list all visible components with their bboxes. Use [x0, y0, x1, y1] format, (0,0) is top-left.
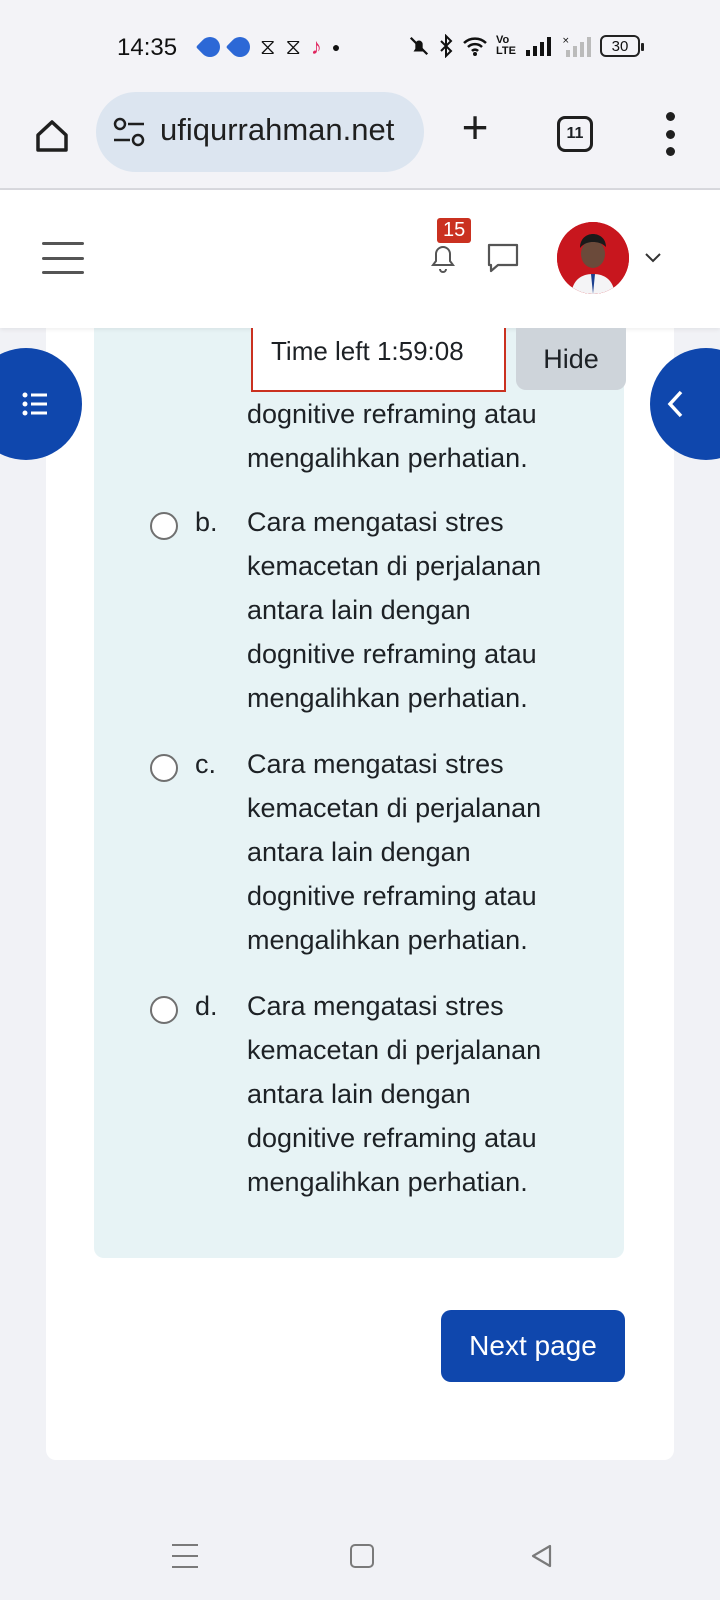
battery-level: 30 [611, 37, 629, 55]
option-a-text-line: dognitive reframing atau [247, 399, 537, 429]
nav-menu-button[interactable] [42, 242, 84, 274]
quiz-timer [251, 328, 506, 392]
new-tab-button[interactable]: + [461, 101, 489, 153]
time-left-text: Time left 1:59:08 [271, 336, 464, 366]
option-text: Cara mengatasi stres kemacetan di perjalanan antara lain dengan dognitive reframing atau mengalihkan perhatian. [247, 991, 542, 1197]
avatar-image [557, 222, 629, 294]
signal-icon [526, 36, 554, 56]
recent-apps-button[interactable] [172, 1544, 198, 1568]
mute-icon [408, 35, 430, 57]
user-avatar[interactable] [557, 222, 629, 294]
radio-button[interactable] [150, 512, 178, 540]
notification-count-badge: 15 [437, 218, 471, 243]
hide-timer-button[interactable]: Hide [516, 328, 626, 390]
app-notification-icon [196, 33, 224, 61]
system-icons [408, 34, 640, 58]
home-icon [32, 116, 72, 156]
system-nav-bar [0, 1500, 720, 1600]
capcut-icon: ⧖ [260, 34, 276, 59]
notification-bell-icon[interactable] [428, 240, 458, 274]
option-letter: d. [195, 991, 218, 1021]
wifi-icon [462, 35, 488, 57]
next-page-button[interactable]: Next page [441, 1310, 625, 1382]
back-button[interactable] [528, 1542, 556, 1570]
option-text: Cara mengatasi stres kemacetan di perjalanan antara lain dengan dognitive reframing atau mengalihkan perhatian. [247, 507, 542, 713]
app-notification-icon [226, 33, 254, 61]
more-dot-icon: ● [331, 39, 341, 55]
volte-icon: Vo LTE [496, 34, 516, 57]
capcut-icon: ⧖ [285, 34, 301, 59]
status-bar [0, 0, 720, 92]
option-letter: b. [195, 507, 218, 537]
option-letter: c. [195, 749, 217, 779]
chevron-down-icon[interactable] [642, 246, 664, 268]
tab-switcher-button[interactable]: 11 [557, 116, 593, 152]
signal-off-icon [562, 35, 592, 57]
site-header [0, 190, 720, 328]
url-text: ufiqurrahman.net [160, 112, 395, 147]
tiktok-icon: ♪ [310, 34, 322, 59]
battery-icon [600, 35, 640, 57]
notification-icons [200, 34, 340, 60]
option-text: Cara mengatasi stres kemacetan di perjalanan antara lain dengan dognitive reframing atau mengalihkan perhatian. [247, 749, 542, 955]
option-a-text-line: mengalihkan perhatian. [247, 443, 528, 473]
list-icon [22, 392, 50, 416]
browser-menu-button[interactable] [660, 112, 680, 156]
svg-text:×: × [562, 36, 570, 46]
messages-icon[interactable] [486, 242, 520, 274]
browser-toolbar [0, 92, 720, 188]
chevron-left-icon [666, 389, 686, 419]
status-time: 14:35 [117, 34, 178, 61]
radio-button[interactable] [150, 996, 178, 1024]
system-home-button[interactable] [350, 1544, 374, 1568]
site-settings-icon[interactable] [112, 116, 146, 148]
home-button[interactable] [28, 112, 76, 160]
bluetooth-icon [438, 34, 454, 58]
radio-button[interactable] [150, 754, 178, 782]
address-bar[interactable] [96, 92, 424, 172]
